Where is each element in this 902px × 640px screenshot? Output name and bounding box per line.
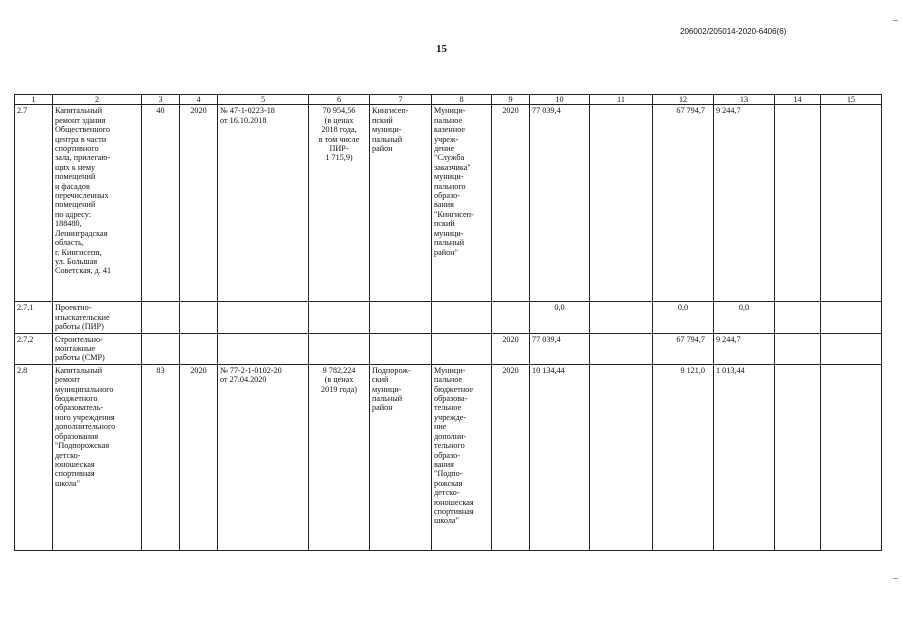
header-cell: 9 (492, 95, 530, 105)
expertise-cell: № 47-1-0223-18 от 16.10.2018 (218, 105, 309, 302)
amount-cell: 77 039,4 (530, 105, 590, 302)
amount-cell: 1 013,44 (714, 364, 775, 550)
table-cell (821, 105, 882, 302)
table-cell (180, 302, 218, 333)
amount-cell (590, 302, 653, 333)
district-cell: Подпорож- ский муници- пальный район (370, 364, 432, 550)
table-row (15, 333, 882, 364)
table-cell (775, 364, 821, 550)
table-cell (775, 302, 821, 333)
header-cell: 1 (15, 95, 53, 105)
table-cell (142, 302, 180, 333)
table-cell (821, 333, 882, 364)
table-cell: 83 (142, 364, 180, 550)
cost-cell: 70 954,56 (в ценах 2018 года, в том числе ПИР- 1 715,9) (309, 105, 370, 302)
header-cell: 13 (714, 95, 775, 105)
amount-cell: 0,0 (714, 302, 775, 333)
amount-cell: 0,0 (653, 302, 714, 333)
table-cell (180, 333, 218, 364)
year-cell: 2020 (492, 333, 530, 364)
header-cell: 10 (530, 95, 590, 105)
expertise-cell: № 77-2-1-0102-20 от 27.04.2020 (218, 364, 309, 550)
table-cell (370, 302, 432, 333)
amount-cell: 10 134,44 (530, 364, 590, 550)
edge-mark (893, 20, 898, 21)
table-cell (309, 333, 370, 364)
cost-cell: 9 782,224 (в ценах 2019 года) (309, 364, 370, 550)
header-cell: 14 (775, 95, 821, 105)
table-cell (492, 302, 530, 333)
year-cell: 2020 (492, 364, 530, 550)
amount-cell: 9 244,7 (714, 333, 775, 364)
header-cell: 5 (218, 95, 309, 105)
header-cell: 4 (180, 95, 218, 105)
amount-cell: 9 244,7 (714, 105, 775, 302)
customer-cell: Муници- пальное казенное учреж- дение "Служба заказчика" муници- пального образо- вания "Кингисеп- пский муници- пальный район" (432, 105, 492, 302)
customer-cell: Муници- пальное бюджетное образова- тельное учрежде- ние дополни- тельного образо- вания "Подпо- рожская детско- юношеская спортивная школа" (432, 364, 492, 550)
table-cell (432, 302, 492, 333)
header-cell: 3 (142, 95, 180, 105)
amount-cell (590, 105, 653, 302)
amount-cell: 0,0 (530, 302, 590, 333)
row-number-cell: 2.7.2 (15, 333, 53, 364)
header-cell: 11 (590, 95, 653, 105)
edge-mark (893, 578, 898, 579)
table-cell (775, 333, 821, 364)
table-cell (218, 333, 309, 364)
table-cell (370, 333, 432, 364)
header-row (15, 95, 882, 105)
header-cell: 6 (309, 95, 370, 105)
header-cell: 12 (653, 95, 714, 105)
table-row (15, 302, 882, 333)
header-cell: 7 (370, 95, 432, 105)
header-cell: 15 (821, 95, 882, 105)
object-name-cell: Проектно- изыскательские работы (ПИР) (53, 302, 142, 333)
amount-cell (590, 333, 653, 364)
amount-cell (590, 364, 653, 550)
header-cell: 8 (432, 95, 492, 105)
table-row (15, 105, 882, 302)
table-cell (142, 333, 180, 364)
document-id: 206002/205014-2020-6406(6) (680, 27, 787, 36)
data-table (14, 94, 882, 551)
header-cell: 2 (53, 95, 142, 105)
table-cell (309, 302, 370, 333)
table-cell: 40 (142, 105, 180, 302)
object-name-cell: Строительно- монтажные работы (СМР) (53, 333, 142, 364)
amount-cell: 67 794,7 (653, 105, 714, 302)
table-cell (775, 105, 821, 302)
row-number-cell: 2.7 (15, 105, 53, 302)
year-cell: 2020 (180, 105, 218, 302)
row-number-cell: 2.8 (15, 364, 53, 550)
table-row (15, 364, 882, 550)
year-cell: 2020 (492, 105, 530, 302)
table-cell (821, 302, 882, 333)
amount-cell: 77 039,4 (530, 333, 590, 364)
amount-cell: 9 121,0 (653, 364, 714, 550)
table-cell (821, 364, 882, 550)
table-cell (432, 333, 492, 364)
amount-cell: 67 794,7 (653, 333, 714, 364)
year-cell: 2020 (180, 364, 218, 550)
page-number: 15 (436, 43, 447, 55)
district-cell: Кингисеп- пский муници- пальный район (370, 105, 432, 302)
table-cell (218, 302, 309, 333)
object-name-cell: Капитальный ремонт муниципального бюджетного образователь- ного учреждения дополнительного образования "Подпорожская детско- юношеская спортивная школа" (53, 364, 142, 550)
row-number-cell: 2.7.1 (15, 302, 53, 333)
object-name-cell: Капитальный ремонт здания Общественного центра в части спортивного зала, прилегаю- щих к нему помещений и фасадов перечисленных помещений по адресу: 188480, Ленинградская область, г. Кингисепп, ул. Большая Советская, д. 41 (53, 105, 142, 302)
